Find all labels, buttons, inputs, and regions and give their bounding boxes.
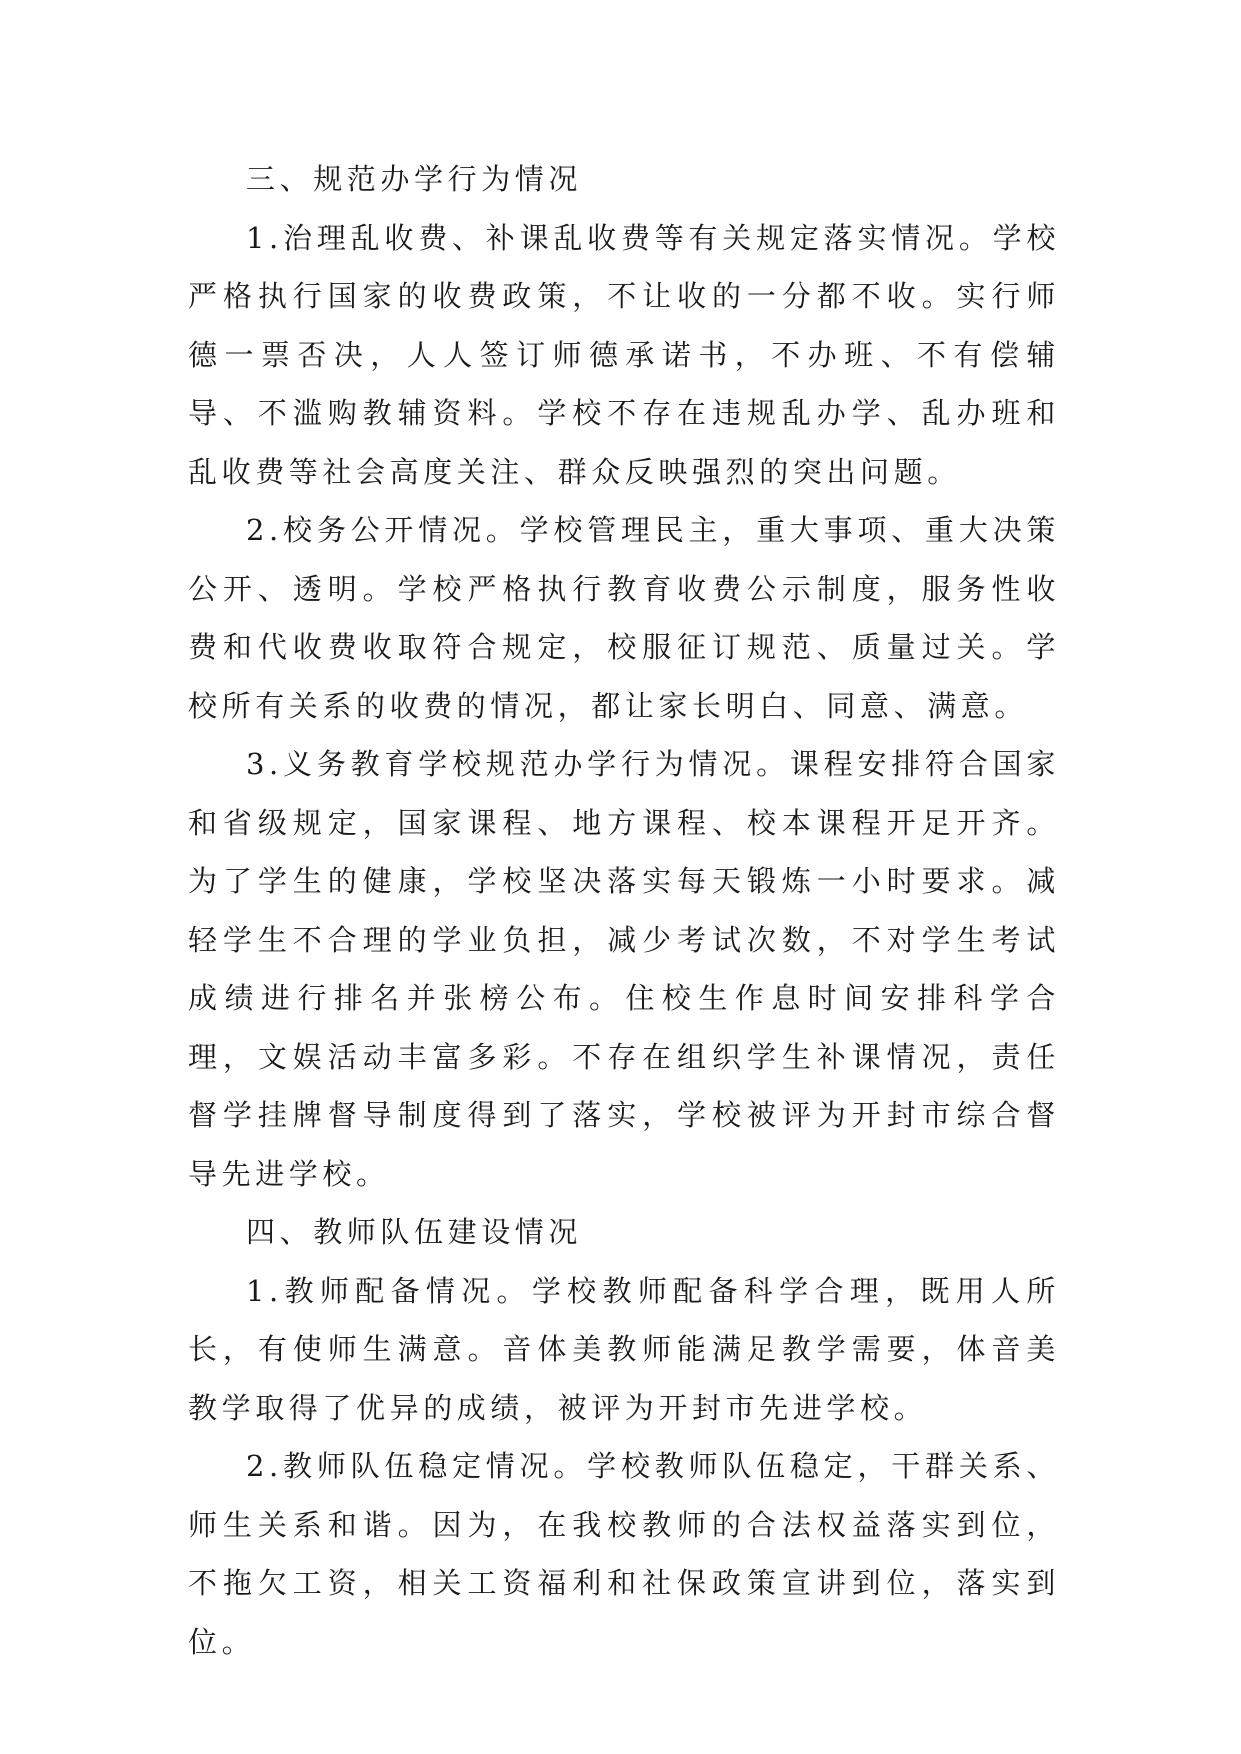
document-body bbox=[188, 150, 1060, 1671]
section-3-heading: 三、规范办学行为情况 bbox=[246, 162, 583, 196]
section-4-heading: 四、教师队伍建设情况 bbox=[246, 1215, 583, 1249]
section-3-item-3: 3.义务教育学校规范办学行为情况。课程安排符合国家和省级规定，国家课程、地方课程、校本课程开足开齐。为了学生的健康，学校坚决落实每天锻炼一小时要求。减轻学生不合理的学业负担，减少考试次数，不对学生考试成绩进行排名并张榜公布。住校生作息时间安排科学合理，文娱活动丰富多彩。不存在组织学生补课情况，责任督学挂牌督导制度得到了落实，学校被评为开封市综合督导先进学校。 bbox=[188, 747, 1060, 1191]
section-4-item-2: 2.教师队伍稳定情况。学校教师队伍稳定，干群关系、师生关系和谐。因为，在我校教师的合法权益落实到位，不拖欠工资，相关工资福利和社保政策宣讲到位，落实到位。 bbox=[188, 1449, 1060, 1659]
section-4-item-1: 1.教师配备情况。学校教师配备科学合理，既用人所长，有使师生满意。音体美教师能满足教学需要，体音美教学取得了优异的成绩，被评为开封市先进学校。 bbox=[188, 1273, 1060, 1425]
section-3-item-1: 1.治理乱收费、补课乱收费等有关规定落实情况。学校严格执行国家的收费政策，不让收的一分都不收。实行师德一票否决，人人签订师德承诺书，不办班、不有偿辅导、不滥购教辅资料。学校不存在违规乱办学、乱办班和乱收费等社会高度关注、群众反映强烈的突出问题。 bbox=[188, 220, 1060, 489]
section-3-item-2: 2.校务公开情况。学校管理民主，重大事项、重大决策公开、透明。学校严格执行教育收费公示制度，服务性收费和代收费收取符合规定，校服征订规范、质量过关。学校所有关系的收费的情况，都让家长明白、同意、满意。 bbox=[188, 513, 1060, 723]
